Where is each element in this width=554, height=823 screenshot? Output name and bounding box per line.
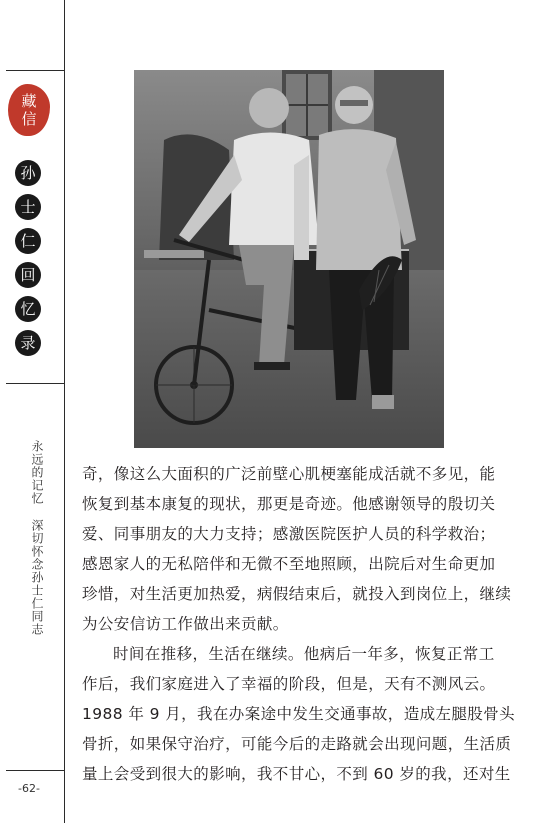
margin-rule (64, 0, 65, 823)
text-line: 感恩家人的无私陪伴和无微不至地照顾，出院后对生命更加 (82, 555, 496, 573)
text-line: 奇，像这么大面积的广泛前壁心肌梗塞能成活就不多见，能 (82, 465, 496, 483)
seal-char: 藏 (21, 92, 37, 110)
text-line: 恢复到基本康复的现状，那更是奇迹。他感谢领导的殷切关 (82, 495, 496, 513)
page-number: -62- (18, 782, 40, 795)
text-line: 1988 年 9 月，我在办案途中发生交通事故，造成左腿股骨头 (82, 705, 515, 723)
chapter-caption (24, 440, 46, 636)
seal-char: 信 (21, 110, 37, 128)
photo-two-elderly-men-with-tricycle (134, 70, 444, 448)
book-title-vertical (15, 160, 43, 364)
text-line: 骨折，如果保守治疗，可能今后的走路就会出现问题，生活质 (82, 735, 512, 753)
margin-divider-bottom (6, 770, 64, 771)
photo-illustration (134, 70, 444, 448)
text-line: 时间在推移，生活在继续。他病后一年多，恢复正常工 (113, 645, 495, 663)
title-char: 录 (15, 330, 41, 356)
title-char: 忆 (15, 296, 41, 322)
title-char: 士 (15, 194, 41, 220)
title-char: 仁 (15, 228, 41, 254)
text-line: 爱、同事朋友的大力支持；感激医院医护人员的科学救治； (82, 525, 496, 543)
title-char: 孙 (15, 160, 41, 186)
caption-part1: 永远的记忆 (30, 440, 44, 505)
body-text (82, 459, 515, 789)
text-line: 作后，我们家庭进入了幸福的阶段，但是，天有不测风云。 (82, 675, 496, 693)
title-char: 回 (15, 262, 41, 288)
margin-divider-middle (6, 383, 64, 384)
caption-part2: 深切怀念孙士仁同志 (30, 519, 44, 636)
red-seal-stamp (8, 84, 50, 136)
text-line: 量上会受到很大的影响，我不甘心，不到 60 岁的我，还对生 (82, 765, 511, 783)
text-line: 为公安信访工作做出来贡献。 (82, 615, 289, 633)
margin-divider-top (6, 70, 64, 71)
text-line: 珍惜，对生活更加热爱，病假结束后，就投入到岗位上，继续 (82, 585, 512, 603)
